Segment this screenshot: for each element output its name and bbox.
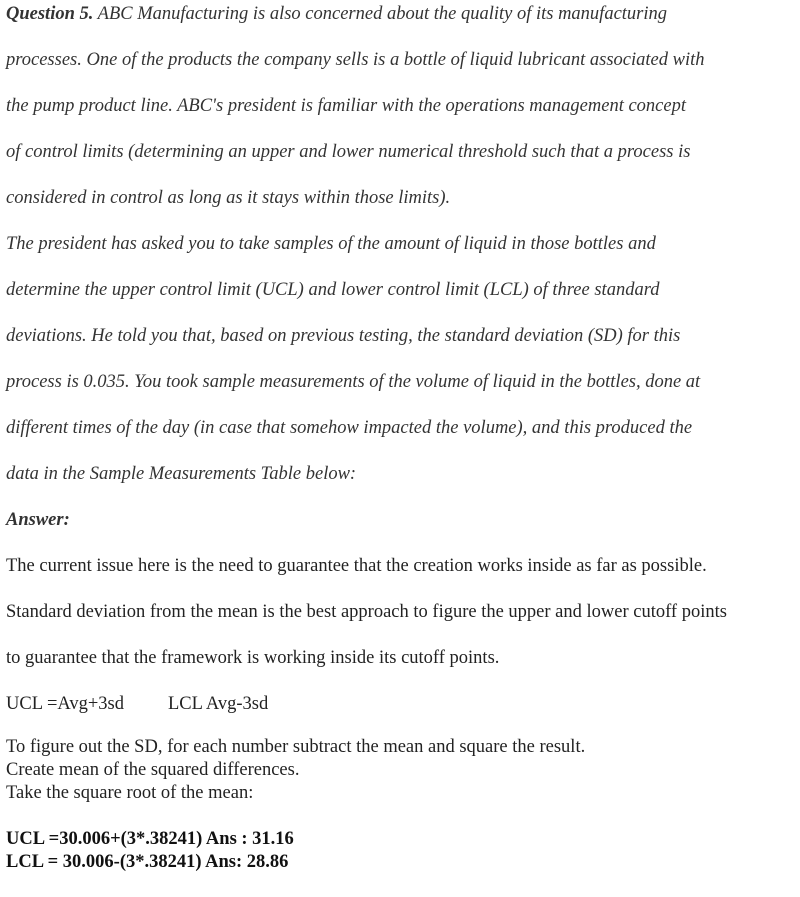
question-line: determine the upper control limit (UCL) and lower control limit (LCL) of three standard — [6, 280, 660, 300]
question-line: data in the Sample Measurements Table below: — [6, 464, 357, 484]
sd-steps — [6, 736, 796, 805]
sd-step: Take the square root of the mean: — [6, 783, 254, 803]
answer-line: The current issue here is the need to guarantee that the creation works inside as far as possible. — [6, 556, 707, 576]
formula-line — [6, 690, 796, 736]
formula-ucl: UCL =Avg+3sd — [6, 694, 124, 714]
sd-step: Create mean of the squared differences. — [6, 760, 300, 780]
question-line: The president has asked you to take samples of the amount of liquid in those bottles and — [6, 234, 656, 254]
question-block — [6, 0, 796, 506]
answer-block — [6, 552, 796, 736]
question-line: considered in control as long as it stays within those limits). — [6, 188, 451, 208]
lcl-result: LCL = 30.006-(3*.38241) Ans: 28.86 — [6, 852, 289, 872]
formula-lcl: LCL Avg-3sd — [168, 694, 269, 714]
question-label: Question 5. — [6, 4, 94, 24]
results-block — [6, 828, 796, 874]
question-line: the pump product line. ABC's president is familiar with the operations management concept — [6, 96, 686, 116]
ucl-result: UCL =30.006+(3*.38241) Ans : 31.16 — [6, 829, 294, 849]
question-line — [6, 0, 796, 46]
question-line: processes. One of the products the company sells is a bottle of liquid lubricant associated with — [6, 50, 705, 70]
document-page — [6, 0, 796, 874]
question-text: ABC Manufacturing is also concerned about the quality of its manufacturing — [93, 4, 668, 24]
answer-line: Standard deviation from the mean is the best approach to figure the upper and lower cutoff points — [6, 602, 727, 622]
answer-line: to guarantee that the framework is working inside its cutoff points. — [6, 648, 500, 668]
question-line: deviations. He told you that, based on previous testing, the standard deviation (SD) for this — [6, 326, 681, 346]
question-line: of control limits (determining an upper and lower numerical threshold such that a process is — [6, 142, 691, 162]
sd-step: To figure out the SD, for each number subtract the mean and square the result. — [6, 737, 586, 757]
answer-label: Answer: — [6, 510, 70, 530]
question-line: process is 0.035. You took sample measurements of the volume of liquid in the bottles, done at — [6, 372, 701, 392]
question-line: different times of the day (in case that somehow impacted the volume), and this produced the — [6, 418, 693, 438]
